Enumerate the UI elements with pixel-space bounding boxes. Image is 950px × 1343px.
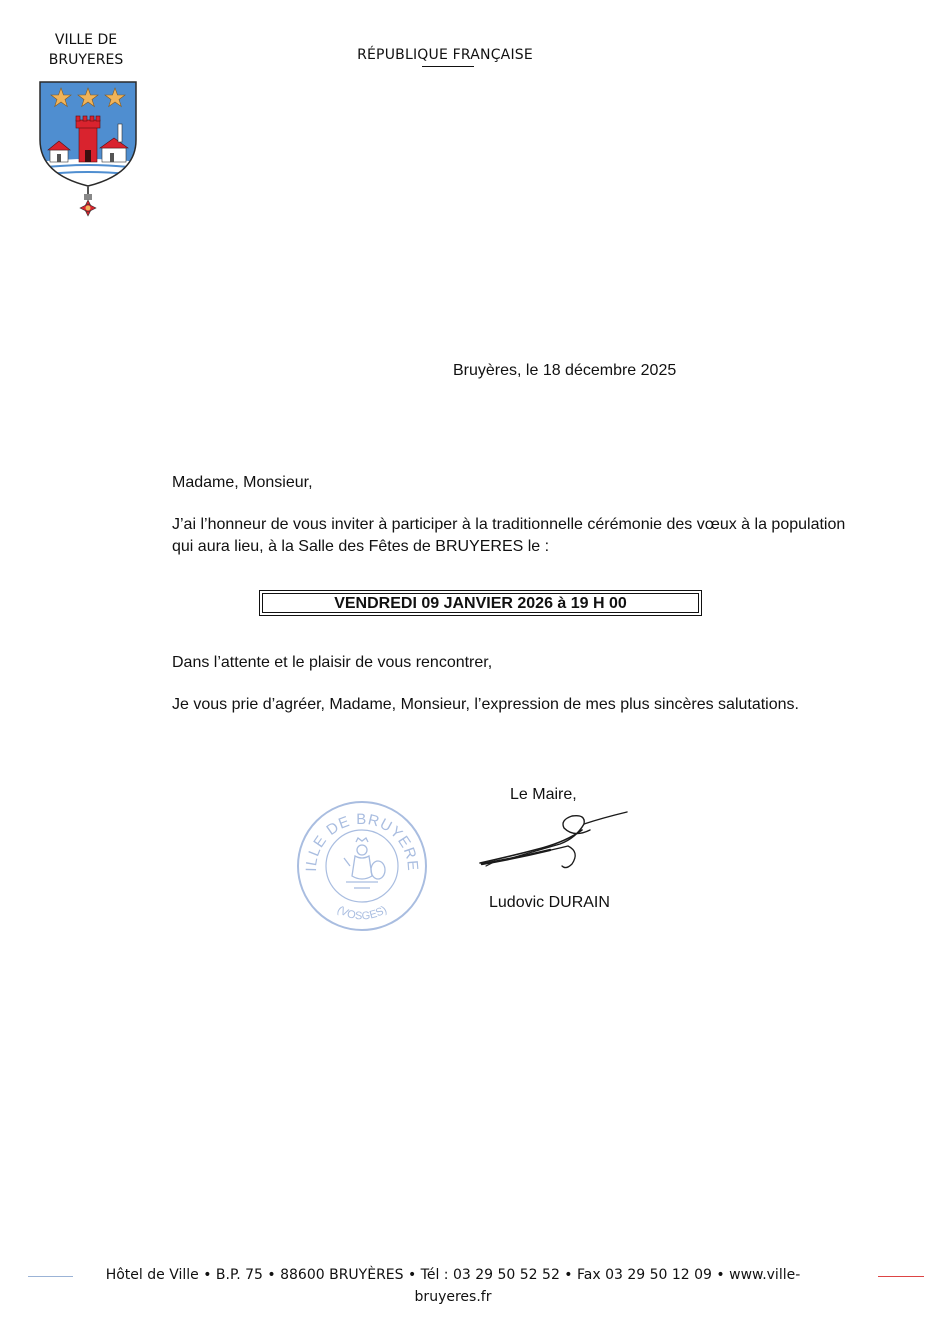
town-seal-stamp	[292, 796, 432, 941]
coat-of-arms-icon	[38, 78, 138, 231]
invitation-line-2: qui aura lieu, à la Salle des Fêtes de BRUYERES le :	[172, 538, 550, 555]
signatory-name: Ludovic DURAIN	[489, 894, 610, 911]
closing-wait: Dans l’attente et le plaisir de vous rencontrer,	[172, 654, 493, 671]
footer-contact	[88, 1264, 818, 1308]
closing-formula: Je vous prie d’agréer, Madame, Monsieur, l’expression de mes plus sincères salutations.	[172, 696, 799, 713]
place-and-date: Bruyères, le 18 décembre 2025	[453, 362, 677, 379]
mayor-signature	[472, 808, 632, 883]
republic-heading: RÉPUBLIQUE FRANÇAISE	[357, 47, 533, 63]
town-name	[40, 30, 132, 70]
svg-text:(VOSGES)	[335, 904, 389, 923]
footer-accent-right	[878, 1276, 924, 1277]
invitation-line-1: J’ai l’honneur de vous inviter à participer à la traditionnelle cérémonie des vœux à la population	[172, 516, 846, 533]
footer-line-1: Hôtel de Ville • B.P. 75 • 88600 BRUYÈRES • Tél : 03 29 50 52 52 • Fax 03 29 50 12 09 • www.ville-	[105, 1267, 801, 1283]
event-datetime: VENDREDI 09 JANVIER 2026 à 19 H 00	[262, 593, 699, 613]
seal-figure-icon	[344, 838, 385, 888]
republic-heading-underline	[422, 66, 474, 67]
svg-text:VILLE DE BRUYERES	[292, 796, 421, 872]
salutation: Madame, Monsieur,	[172, 474, 313, 491]
town-name-line1: VILLE DE	[54, 32, 118, 48]
signatory-title: Le Maire,	[510, 786, 577, 803]
invitation-paragraph	[172, 514, 852, 558]
crest-ground	[38, 159, 138, 188]
seal-bottom-text: (VOSGES)	[334, 903, 390, 923]
seal-top-text: ILLE DE BRUYERE	[302, 810, 422, 873]
town-name-line2: BRUYERES	[48, 52, 124, 68]
event-datetime-box	[259, 590, 702, 616]
footer-line-2: bruyeres.fr	[414, 1289, 492, 1305]
footer-accent-left	[28, 1276, 73, 1277]
